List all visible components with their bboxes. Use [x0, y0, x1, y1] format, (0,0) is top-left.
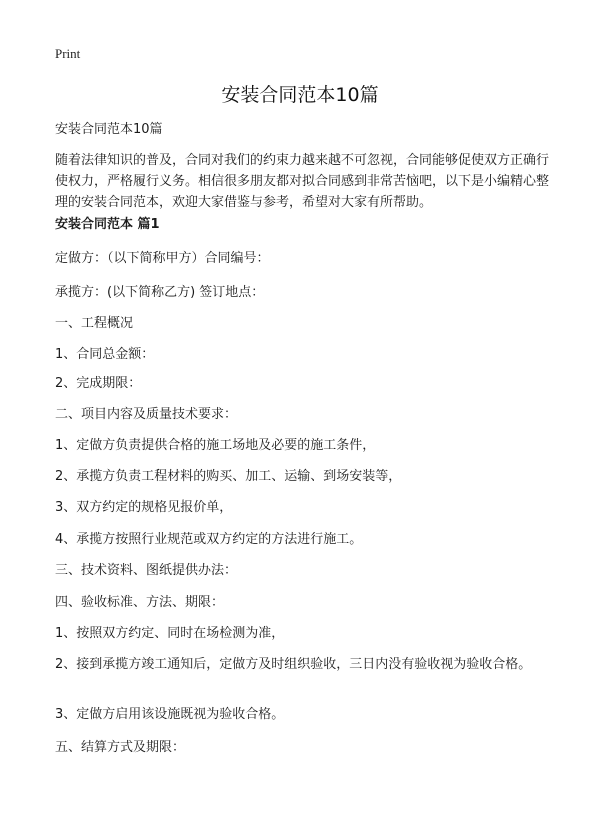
clause-line: 3、定做方启用该设施既视为验收合格。	[55, 707, 285, 722]
clause-line: 2、完成期限：	[55, 376, 142, 391]
clause-line: 1、按照双方约定、同时在场检测为准，	[55, 626, 285, 641]
clause-line: 3、双方约定的规格见报价单，	[55, 500, 233, 515]
print-label[interactable]: Print	[55, 46, 81, 61]
clause-heading: 二、项目内容及质量技术要求：	[55, 407, 238, 422]
clause-line: 1、合同总金额：	[55, 347, 155, 362]
clause-line: 4、承揽方按照行业规范或双方约定的方法进行施工。	[55, 532, 363, 547]
clause-line: 1、定做方负责提供合格的施工场地及必要的施工条件，	[55, 438, 376, 453]
clause-line: 2、接到承揽方竣工通知后，定做方及时组织验收，三日内没有验收视为验收合格。	[55, 657, 532, 672]
clause-heading: 五、结算方式及期限：	[55, 740, 186, 755]
clause-heading: 三、技术资料、图纸提供办法：	[55, 563, 238, 578]
clause-line: 定做方：（以下简称甲方）合同编号：	[55, 251, 270, 266]
clause-line: 承揽方：(以下简称乙方) 签订地点：	[55, 285, 265, 300]
intro-paragraph: 随着法律知识的普及，合同对我们的约束力越来越不可忽视，合同能够促使双方正确行使权力，严格履行义务。相信很多朋友都对拟合同感到非常苦恼吧，以下是小编精心整理的安装合同范本，欢迎大家借鉴与参考，希望对大家有所帮助。	[55, 153, 550, 210]
section-heading: 安装合同范本 篇1	[55, 217, 160, 232]
clause-heading: 一、工程概况	[55, 316, 134, 331]
clause-heading: 四、验收标准、方法、期限：	[55, 595, 225, 610]
clause-line: 2、承揽方负责工程材料的购买、加工、运输、到场安装等，	[55, 469, 402, 484]
intro-subtitle: 安装合同范本10篇	[55, 122, 163, 137]
document-title: 安装合同范本10篇	[221, 84, 379, 106]
